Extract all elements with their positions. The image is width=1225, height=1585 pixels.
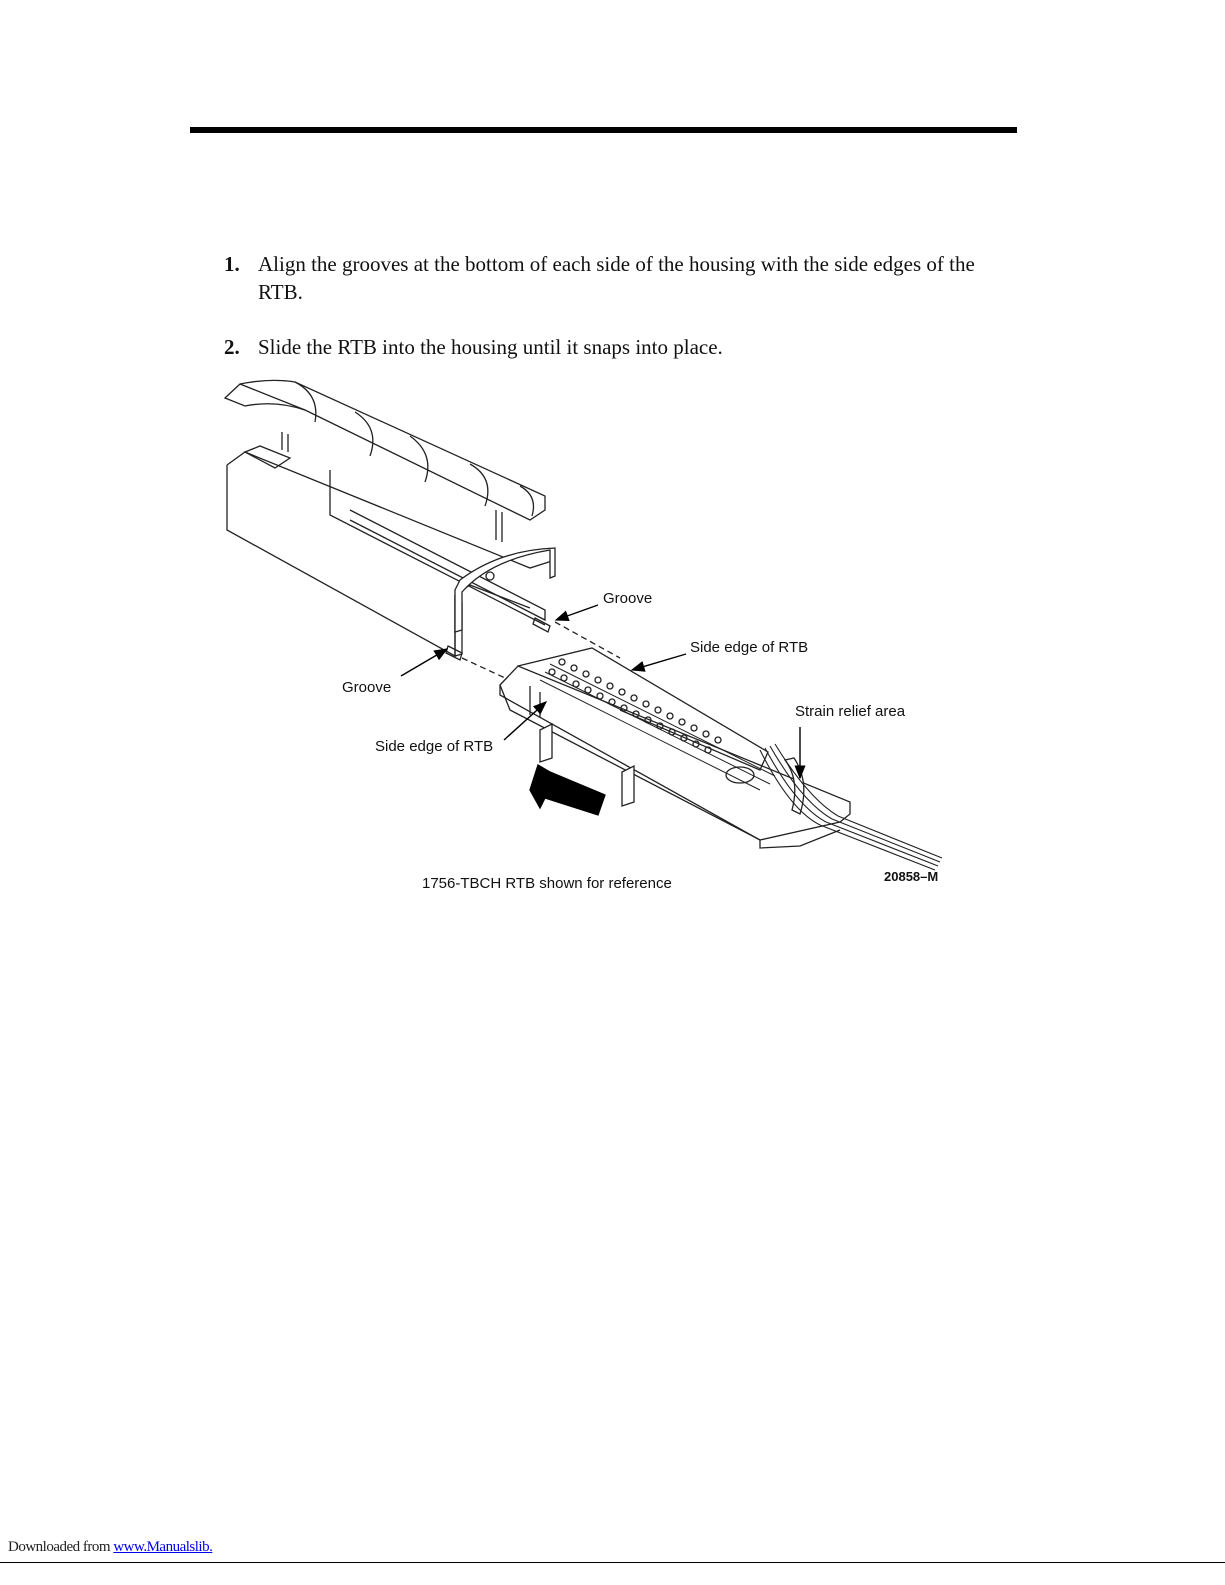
figure-caption: 1756-TBCH RTB shown for reference (422, 875, 672, 892)
manualslib-link[interactable]: www.Manualslib. (113, 1539, 213, 1555)
footer-prefix: Downloaded from (8, 1539, 114, 1555)
groove-right-label: Groove (603, 590, 653, 607)
header-rule (190, 127, 1017, 133)
step-text: Slide the RTB into the housing until it snaps into place. (258, 335, 723, 359)
instruction-steps (224, 250, 984, 388)
step-1 (224, 250, 984, 306)
download-footer (8, 1539, 212, 1556)
step-2 (224, 333, 984, 361)
figure-id: 20858–M (884, 869, 939, 884)
strain-relief-label: Strain relief area (795, 703, 906, 720)
step-text: Align the grooves at the bottom of each side of the housing with the side edges of the RTB. (258, 252, 975, 304)
step-number: 1. (224, 252, 240, 276)
side-edge-right-label: Side edge of RTB (690, 639, 809, 656)
footer-rule (0, 1562, 1225, 1563)
side-edge-left-label: Side edge of RTB (375, 738, 494, 755)
rtb-housing-illustration (200, 370, 980, 910)
step-number: 2. (224, 335, 240, 359)
groove-left-label: Groove (342, 679, 392, 696)
rtb-assembly-figure (200, 370, 980, 910)
